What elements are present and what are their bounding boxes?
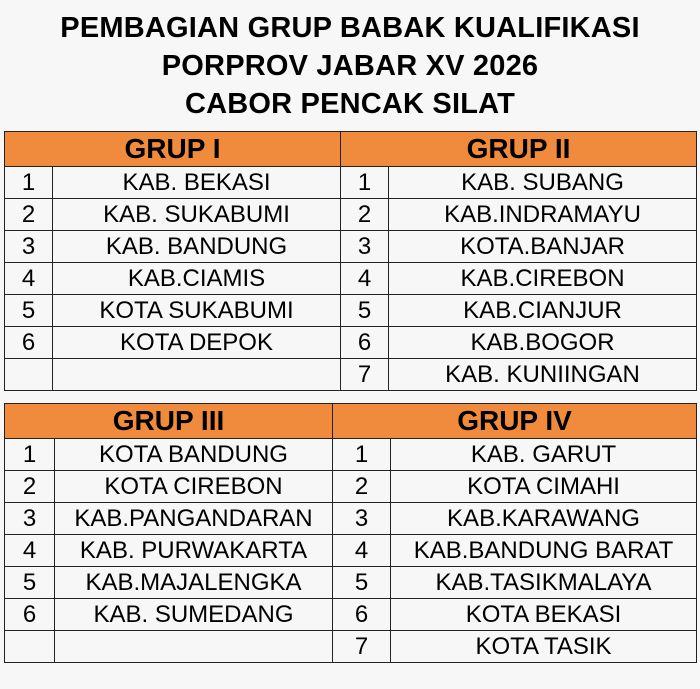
row-number bbox=[5, 631, 55, 663]
group-table-bottom bbox=[4, 403, 697, 663]
row-number: 5 bbox=[5, 295, 53, 327]
table-row bbox=[5, 359, 697, 391]
table-row bbox=[5, 471, 697, 503]
group-header: GRUP I bbox=[5, 132, 341, 167]
team-name: KAB.BOGOR bbox=[389, 327, 697, 359]
row-number: 4 bbox=[5, 535, 55, 567]
team-name: KOTA.BANJAR bbox=[389, 231, 697, 263]
row-number: 3 bbox=[333, 503, 391, 535]
row-number: 2 bbox=[341, 199, 389, 231]
table-row bbox=[5, 231, 697, 263]
row-number: 4 bbox=[341, 263, 389, 295]
row-number: 1 bbox=[5, 167, 53, 199]
team-name: KOTA DEPOK bbox=[53, 327, 341, 359]
team-name: KAB.MAJALENGKA bbox=[55, 567, 333, 599]
group-header: GRUP IV bbox=[333, 404, 697, 439]
team-name: KAB.CIANJUR bbox=[389, 295, 697, 327]
team-name bbox=[53, 359, 341, 391]
row-number: 1 bbox=[341, 167, 389, 199]
team-name: KAB. SUKABUMI bbox=[53, 199, 341, 231]
team-name: KAB. SUMEDANG bbox=[55, 599, 333, 631]
team-name: KAB.INDRAMAYU bbox=[389, 199, 697, 231]
row-number: 5 bbox=[341, 295, 389, 327]
team-name: KAB. BANDUNG bbox=[53, 231, 341, 263]
team-name: KAB. KUNIINGAN bbox=[389, 359, 697, 391]
row-number: 3 bbox=[341, 231, 389, 263]
row-number: 6 bbox=[5, 599, 55, 631]
team-name: KOTA CIMAHI bbox=[391, 471, 697, 503]
team-name: KOTA SUKABUMI bbox=[53, 295, 341, 327]
table-row bbox=[5, 631, 697, 663]
title-line-2: PORPROV JABAR XV 2026 bbox=[161, 50, 539, 82]
row-number: 1 bbox=[5, 439, 55, 471]
row-number: 2 bbox=[5, 199, 53, 231]
team-name: KAB.TASIKMALAYA bbox=[391, 567, 697, 599]
table-row bbox=[5, 535, 697, 567]
row-number: 4 bbox=[333, 535, 391, 567]
table-row bbox=[5, 199, 697, 231]
group-table-top bbox=[4, 131, 697, 391]
row-number bbox=[5, 359, 53, 391]
row-number: 3 bbox=[5, 231, 53, 263]
table-row bbox=[5, 295, 697, 327]
team-name: KOTA TASIK bbox=[391, 631, 697, 663]
team-name: KAB.BANDUNG BARAT bbox=[391, 535, 697, 567]
team-name: KOTA CIREBON bbox=[55, 471, 333, 503]
row-number: 2 bbox=[333, 471, 391, 503]
row-number: 6 bbox=[341, 327, 389, 359]
group-header: GRUP III bbox=[5, 404, 333, 439]
table-row bbox=[5, 599, 697, 631]
row-number: 5 bbox=[333, 567, 391, 599]
team-name: KAB. PURWAKARTA bbox=[55, 535, 333, 567]
row-number: 6 bbox=[5, 327, 53, 359]
table-row bbox=[5, 167, 697, 199]
title-line-3: CABOR PENCAK SILAT bbox=[184, 88, 516, 120]
row-number: 6 bbox=[333, 599, 391, 631]
table-row bbox=[5, 327, 697, 359]
team-name: KOTA BANDUNG bbox=[55, 439, 333, 471]
team-name: KOTA BEKASI bbox=[391, 599, 697, 631]
row-number: 4 bbox=[5, 263, 53, 295]
table-row bbox=[5, 567, 697, 599]
team-name: KAB.CIREBON bbox=[389, 263, 697, 295]
team-name: KAB. GARUT bbox=[391, 439, 697, 471]
title-line-1: PEMBAGIAN GRUP BABAK KUALIFIKASI bbox=[60, 12, 640, 44]
team-name bbox=[55, 631, 333, 663]
row-number: 2 bbox=[5, 471, 55, 503]
group-header: GRUP II bbox=[341, 132, 697, 167]
row-number: 7 bbox=[333, 631, 391, 663]
row-number: 1 bbox=[333, 439, 391, 471]
table-row bbox=[5, 503, 697, 535]
team-name: KAB. BEKASI bbox=[53, 167, 341, 199]
team-name: KAB.KARAWANG bbox=[391, 503, 697, 535]
team-name: KAB.CIAMIS bbox=[53, 263, 341, 295]
row-number: 5 bbox=[5, 567, 55, 599]
team-name: KAB.PANGANDARAN bbox=[55, 503, 333, 535]
team-name: KAB. SUBANG bbox=[389, 167, 697, 199]
table-row bbox=[5, 439, 697, 471]
row-number: 7 bbox=[341, 359, 389, 391]
row-number: 3 bbox=[5, 503, 55, 535]
table-row bbox=[5, 263, 697, 295]
